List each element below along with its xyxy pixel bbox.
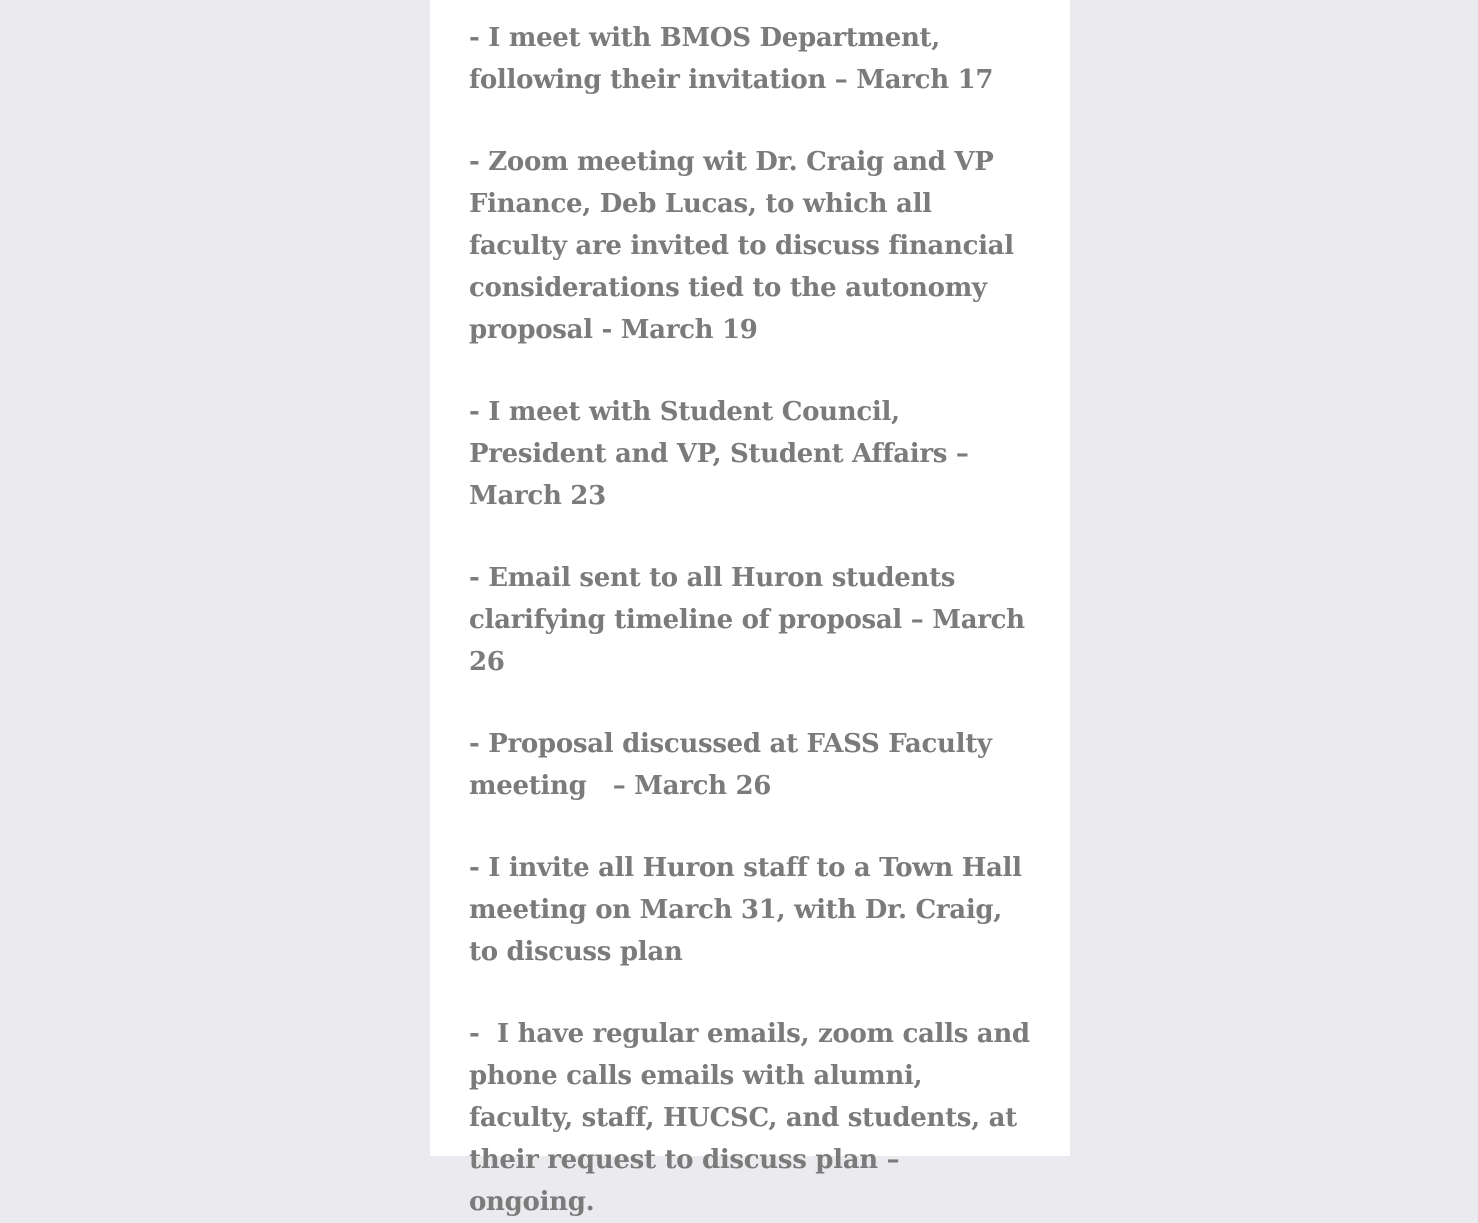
timeline-entry-student-email: - Email sent to all Huron students clarifying timeline of proposal – March 26: [469, 563, 1034, 677]
timeline-entry-bmos: - I meet with BMOS Department, following their invitation – March 17: [469, 23, 994, 95]
timeline-entry-ongoing: - I have regular emails, zoom calls and phone calls emails with alumni, faculty, staff, HUCSC, and students, at their request to discuss plan – ongoing.: [469, 1019, 1039, 1217]
document-column: [430, 0, 1070, 1217]
timeline-entry-fass-meeting: - Proposal discussed at FASS Faculty meeting – March 26: [469, 729, 1001, 801]
timeline-entry-zoom-finance: - Zoom meeting wit Dr. Craig and VP Finance, Deb Lucas, to which all faculty are invited to discuss financial considerations tied to the autonomy proposal - March 19: [469, 147, 1023, 345]
timeline-entry-town-hall: - I invite all Huron staff to a Town Hall meeting on March 31, with Dr. Craig, to discuss plan: [469, 853, 1031, 967]
timeline-entry-student-council: - I meet with Student Council, President and VP, Student Affairs – March 23: [469, 397, 978, 511]
